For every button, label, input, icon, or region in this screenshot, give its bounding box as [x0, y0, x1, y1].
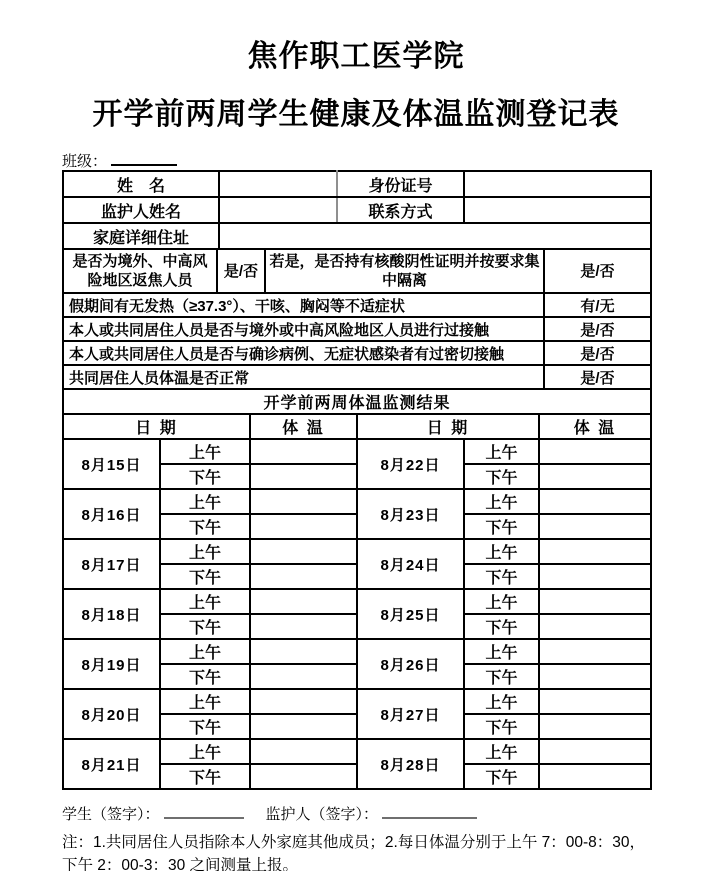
am-label: 上午	[464, 739, 539, 764]
am-label: 上午	[464, 689, 539, 714]
date-cell: 8月22日	[357, 439, 464, 489]
temp-value-cell	[539, 514, 651, 539]
note-line-2: 下午 2：00-3：30 之间测量上报。	[62, 857, 298, 871]
pm-label: 下午	[160, 614, 250, 639]
fever-answer: 有/无	[544, 293, 651, 317]
am-label: 上午	[464, 439, 539, 464]
nucleic-acid-question: 若是，是否持有核酸阴性证明并按要求集中隔离	[265, 249, 544, 293]
risk-area-question: 是否为境外、中高风险地区返焦人员	[63, 249, 217, 293]
table-row	[63, 341, 651, 365]
temp-value-cell	[539, 664, 651, 689]
table-row	[63, 249, 651, 293]
id-number-label: 身份证号	[337, 171, 464, 197]
date-cell: 8月20日	[63, 689, 160, 739]
pm-label: 下午	[160, 664, 250, 689]
date-cell: 8月27日	[357, 689, 464, 739]
table-row	[63, 689, 651, 714]
pm-label: 下午	[160, 714, 250, 739]
nucleic-acid-answer: 是/否	[544, 249, 651, 293]
guardian-signature-label: 监护人（签字）：	[265, 806, 379, 823]
am-label: 上午	[464, 589, 539, 614]
temp-value-cell	[250, 614, 357, 639]
address-value-cell	[219, 223, 651, 249]
id-number-value-cell	[464, 171, 651, 197]
date-cell: 8月23日	[357, 489, 464, 539]
info-table	[62, 170, 652, 250]
temp-value-cell	[250, 564, 357, 589]
table-row	[63, 439, 651, 464]
signature-row	[62, 803, 650, 825]
date-cell: 8月17日	[63, 539, 160, 589]
temp-value-cell	[539, 564, 651, 589]
cohabitant-temp-question: 共同居住人员体温是否正常	[63, 365, 544, 389]
risk-question-table	[62, 248, 652, 294]
pm-label: 下午	[464, 614, 539, 639]
contact-value-cell	[464, 197, 651, 223]
temp-value-cell	[539, 439, 651, 464]
contact-case-question: 本人或共同居住人员是否与确诊病例、无症状感染者有过密切接触	[63, 341, 544, 365]
table-row	[63, 197, 651, 223]
date-cell: 8月15日	[63, 439, 160, 489]
temp-header-left: 体 温	[250, 414, 357, 439]
temp-value-cell	[250, 739, 357, 764]
am-label: 上午	[464, 639, 539, 664]
risk-area-answer: 是/否	[217, 249, 265, 293]
date-cell: 8月28日	[357, 739, 464, 789]
table-row	[63, 589, 651, 614]
temp-value-cell	[539, 489, 651, 514]
pm-label: 下午	[464, 464, 539, 489]
pm-label: 下午	[160, 564, 250, 589]
class-field	[62, 150, 650, 170]
page-title-line1: 焦作职工医学院	[247, 40, 465, 73]
contact-label: 联系方式	[337, 197, 464, 223]
date-cell: 8月25日	[357, 589, 464, 639]
temp-value-cell	[539, 589, 651, 614]
class-label: 班级：	[62, 153, 108, 170]
student-signature-line	[164, 804, 244, 819]
temp-value-cell	[539, 464, 651, 489]
temp-value-cell	[539, 539, 651, 564]
table-row	[63, 639, 651, 664]
date-cell: 8月24日	[357, 539, 464, 589]
pm-label: 下午	[464, 564, 539, 589]
am-label: 上午	[160, 689, 250, 714]
address-label: 家庭详细住址	[63, 223, 219, 249]
table-row	[63, 389, 651, 414]
guardian-name-value-cell	[219, 197, 337, 223]
pm-label: 下午	[464, 764, 539, 789]
am-label: 上午	[464, 539, 539, 564]
contact-risk-question: 本人或共同居住人员是否与境外或中高风险地区人员进行过接触	[63, 317, 544, 341]
date-cell: 8月19日	[63, 639, 160, 689]
name-label: 姓 名	[63, 171, 219, 197]
page-title-line2: 开学前两周学生健康及体温监测登记表	[92, 98, 620, 131]
temp-value-cell	[250, 664, 357, 689]
am-label: 上午	[160, 739, 250, 764]
date-cell: 8月21日	[63, 739, 160, 789]
table-row	[63, 223, 651, 249]
guardian-name-label: 监护人姓名	[63, 197, 219, 223]
date-cell: 8月26日	[357, 639, 464, 689]
class-blank-line	[111, 150, 177, 166]
temp-value-cell	[250, 764, 357, 789]
temp-value-cell	[250, 589, 357, 614]
pm-label: 下午	[464, 714, 539, 739]
temp-header-right: 体 温	[539, 414, 651, 439]
note-line-1: 注：1.共同居住人员指除本人外家庭其他成员；2.每日体温分别于上午 7：00-8：30，	[62, 834, 646, 851]
contact-risk-answer: 是/否	[544, 317, 651, 341]
table-row	[63, 365, 651, 389]
notes	[62, 831, 650, 871]
fever-question: 假期间有无发热（≥37.3°）、干咳、胸闷等不适症状	[63, 293, 544, 317]
temp-value-cell	[250, 539, 357, 564]
table-row	[63, 739, 651, 764]
pm-label: 下午	[160, 764, 250, 789]
am-label: 上午	[160, 539, 250, 564]
table-row	[63, 539, 651, 564]
table-row	[63, 293, 651, 317]
pm-label: 下午	[160, 514, 250, 539]
date-header-left: 日 期	[63, 414, 250, 439]
temperature-table	[62, 388, 652, 790]
am-label: 上午	[160, 639, 250, 664]
student-signature-label: 学生（签字）：	[62, 806, 160, 823]
date-cell: 8月16日	[63, 489, 160, 539]
temp-value-cell	[250, 439, 357, 464]
pm-label: 下午	[464, 514, 539, 539]
temperature-section-title: 开学前两周体温监测结果	[63, 389, 651, 414]
temp-value-cell	[250, 464, 357, 489]
temp-value-cell	[539, 714, 651, 739]
pm-label: 下午	[160, 464, 250, 489]
screening-table	[62, 292, 652, 390]
table-row	[63, 317, 651, 341]
date-cell: 8月18日	[63, 589, 160, 639]
cohabitant-temp-answer: 是/否	[544, 365, 651, 389]
temp-value-cell	[250, 689, 357, 714]
am-label: 上午	[160, 589, 250, 614]
temp-value-cell	[539, 764, 651, 789]
temp-value-cell	[539, 689, 651, 714]
table-row	[63, 171, 651, 197]
temp-value-cell	[250, 639, 357, 664]
name-value-cell	[219, 171, 337, 197]
temp-value-cell	[539, 739, 651, 764]
am-label: 上午	[160, 489, 250, 514]
temp-value-cell	[539, 639, 651, 664]
table-row	[63, 414, 651, 439]
table-row	[63, 489, 651, 514]
am-label: 上午	[464, 489, 539, 514]
temp-value-cell	[250, 489, 357, 514]
date-header-right: 日 期	[357, 414, 539, 439]
temp-value-cell	[250, 514, 357, 539]
pm-label: 下午	[464, 664, 539, 689]
contact-case-answer: 是/否	[544, 341, 651, 365]
temp-value-cell	[539, 614, 651, 639]
am-label: 上午	[160, 439, 250, 464]
guardian-signature-line	[382, 804, 477, 819]
temp-value-cell	[250, 714, 357, 739]
